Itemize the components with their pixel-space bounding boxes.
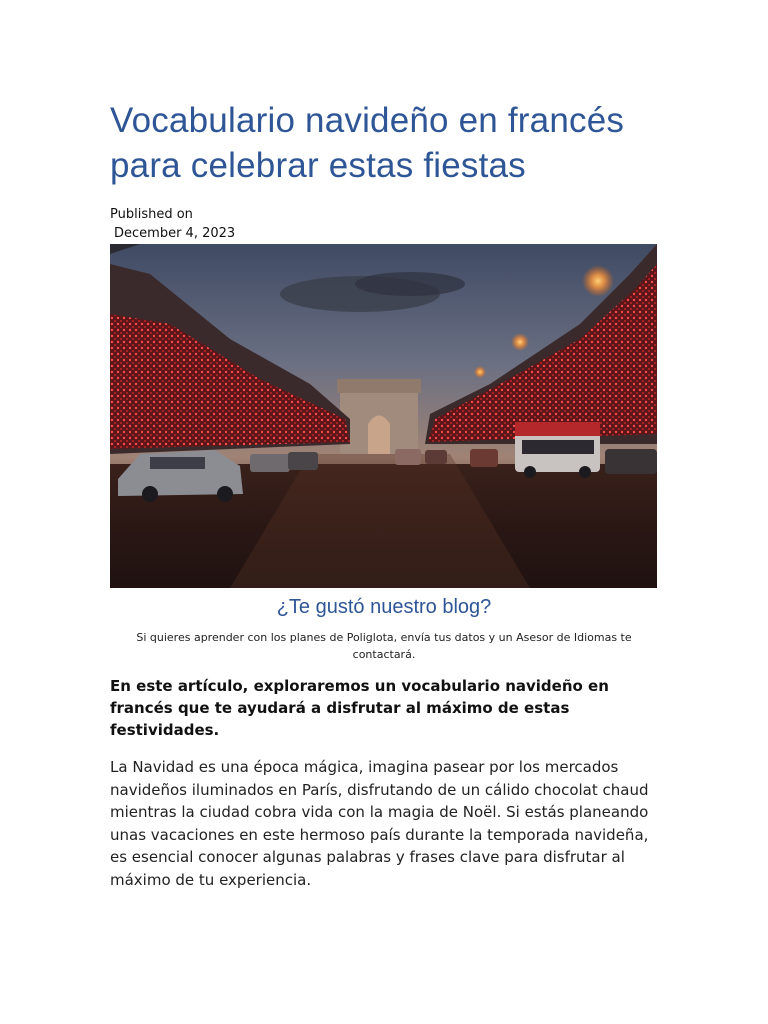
body-paragraph: La Navidad es una época mágica, imagina pasear por los mercados navideños iluminados en París, disfrutando de un cálido chocolat chaud mientras la ciudad cobra vida con la magia de Noël. Si estás planeando unas vacaciones en este hermoso país durante la temporada navideña, es esencial conocer algunas palabras y frases clave para disfrutar al máximo de tu experiencia. (110, 758, 649, 889)
lamp-glow (474, 366, 486, 378)
article (110, 98, 658, 906)
lamp-glow (582, 265, 614, 297)
car-left (118, 450, 243, 502)
publish-meta (110, 205, 658, 243)
car-right (605, 449, 657, 474)
lead-paragraph: En este artículo, exploraremos un vocabulario navideño en francés que te ayudará a disfrutar al máximo de estas festividades. (110, 677, 609, 739)
published-date: December 4, 2023 (114, 226, 236, 241)
cta-title: ¿Te gustó nuestro blog? (276, 596, 492, 618)
bus (515, 422, 600, 478)
cta-text: Si quieres aprender con los planes de Poliglota, envía tus datos y un Asesor de Idiomas te contactará. (136, 631, 632, 661)
cloud (355, 272, 465, 296)
lamp-glow (511, 333, 529, 351)
published-label: Published on (110, 207, 193, 222)
article-title: Vocabulario navideño en francés para celebrar estas fiestas (110, 101, 625, 185)
hero-image (110, 244, 657, 588)
